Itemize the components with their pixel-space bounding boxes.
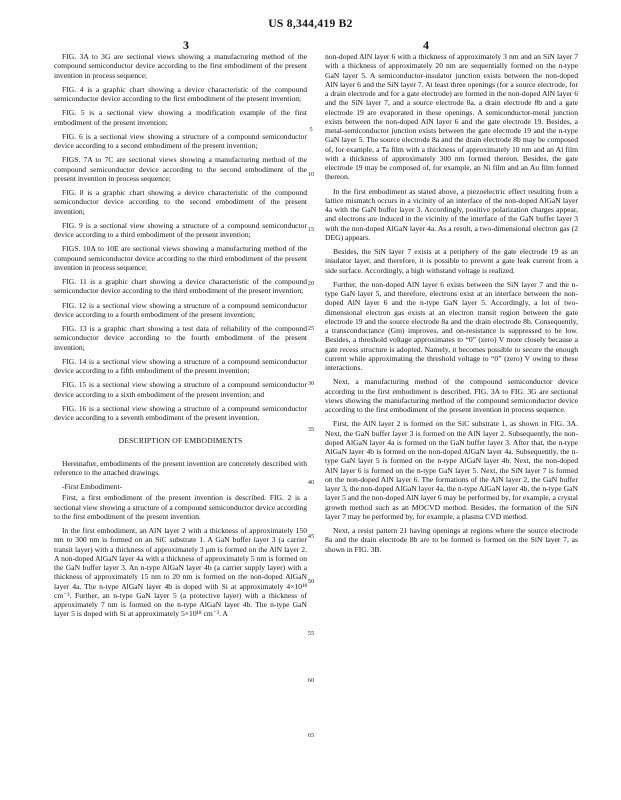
paragraph: FIG. 4 is a graphic chart showing a device characteristic of the compound semiconductor device according to the first embodiment of the present invention;	[54, 84, 307, 103]
left-column	[54, 52, 307, 624]
line-number: 20	[307, 280, 315, 287]
line-number: 15	[307, 226, 315, 233]
paragraph: FIG. 8 is a graphic chart showing a device characteristic of the compound semiconductor device according to the second embodiment of the present invention;	[54, 188, 307, 216]
line-number: 35	[307, 426, 315, 433]
paragraph: FIG. 16 is a sectional view showing a structure of a compound semiconductor device according to a seventh embodiment of the present invention.	[54, 403, 307, 422]
paragraph: FIG. 3A to 3G are sectional views showing a manufacturing method of the compound semiconductor device according to the first embodiment of the present invention in process sequence;	[54, 52, 307, 80]
paragraph: Further, the non-doped AlN layer 6 exists between the SiN layer 7 and the n-type GaN layer 5, and therefore, electrons exist at an interface between the non-doped AlN layer 6 and the n-type GaN layer 5. Accordingly, a lot of two-dimensional electron gas exists at an electron transit region between the gate electrode 19 and the source electrode 8a and the drain electrode 8b. Consequently, a transconductance (Gm) improves, and on-resistance is suppressed to be low. Besides, a threshold voltage approximates to “0” (zero) V more closely because a gate recess structure is adopted. Namely, it becomes possible to secure the enough current while approximating the threshold voltage to “0” (zero) V owing to these interactions.	[325, 279, 578, 372]
paragraph: Next, a resist pattern 21 having openings at regions where the source electrode 8a and the drain electrode 8b are to be formed is formed on the SiN layer 7, as shown in FIG. 3B.	[325, 526, 578, 554]
line-number: 55	[307, 630, 315, 637]
paragraph: FIG. 5 is a sectional view showing a modification example of the first embodiment of the present invention;	[54, 108, 307, 127]
paragraph: FIGS. 7A to 7C are sectional views showing a manufacturing method of the compound semiconductor device according to the second embodiment of the present invention in process sequence;	[54, 155, 307, 183]
paragraph: Next, a manufacturing method of the compound semiconductor device according to the first embodiment is described. FIG. 3A to FIG. 3G are sectional views showing the manufacturing method of the compound semiconductor device according to the first embodiment of the present invention in process sequence.	[325, 377, 578, 414]
paragraph: FIG. 6 is a sectional view showing a structure of a compound semiconductor device according to a second embodiment of the present invention;	[54, 131, 307, 150]
paragraph: FIG. 11 is a graphic chart showing a device characteristic of the compound semiconductor device according to the third embodiment of the present invention;	[54, 277, 307, 296]
paragraph: In the first embodiment as stated above, a piezoelectric effect resulting from a lattice mismatch occurs in a vicinity of an interface of the non-doped AlGaN layer 4a with the GaN buffer layer 3. Accordingly, positive polarization charges appear, and electrons are induced in the vicinity of the interface of the GaN buffer layer 3 with the non-doped AlGaN layer 4a. As a result, a two-dimensional electron gas (2 DEG) appears.	[325, 186, 578, 242]
paragraph: FIG. 15 is a sectional view showing a structure of a compound semiconductor device according to a sixth embodiment of the present invention; and	[54, 380, 307, 399]
line-number: 5	[309, 126, 313, 133]
paragraph: FIGS. 10A to 10E are sectional views showing a manufacturing method of the compound semiconductor device according to the third embodiment of the present invention in process sequence;	[54, 244, 307, 272]
paragraph: non-doped AlN layer 6 with a thickness of approximately 3 nm and an SiN layer 7 with a thickness of approximately 20 nm are sequentially formed on the n-type GaN layer 5. A semiconductor-insulator junction exists between the non-doped AlN layer 6 and the SiN layer 7. At least three openings (for a source electrode, for a drain electrode and for a gate electrode) are formed in the non-doped AlN layer 6 and the SiN layer 7, and a source electrode 8a, a drain electrode 8b and a gate electrode 19 are evaporated in these openings. A semiconductor-metal junction exists between the non-doped AlN layer 6 and the gate electrode 19. Besides, a metal-semiconductor junction exists between the gate electrode 19 and the n-type GaN layer 5. The source electrode 8a and the drain electrode 8b may be composed of, for example, a Ta film with a thickness of approximately 10 nm and an Al film with a thickness of approximately 300 nm formed thereon. Besides, the gate electrode 19 may be composed of, for example, an Ni film and an Au film formed thereon.	[325, 52, 578, 182]
line-number: 50	[307, 578, 315, 585]
line-number: 25	[307, 325, 315, 332]
line-number: 65	[307, 732, 315, 739]
right-column-number: 4	[423, 38, 429, 52]
line-number: 30	[307, 380, 315, 387]
paragraph: FIG. 9 is a sectional view showing a structure of a compound semiconductor device according to a third embodiment of the present invention;	[54, 220, 307, 239]
line-number: 40	[307, 479, 315, 486]
line-number: 10	[307, 171, 315, 178]
section-heading: DESCRIPTION OF EMBODIMENTS	[118, 436, 243, 446]
paragraph: First, the AlN layer 2 is formed on the SiC substrate 1, as shown in FIG. 3A. Next, the GaN buffer layer 3 is formed on the AlN layer 2. Subsequently, the non-doped AlGaN layer 4a is formed on the GaN buffer layer 3. After that, the n-type AlGaN layer 4b is formed on the non-doped AlGaN layer 4a. Subsequently, the n-type GaN layer 5 is formed on the n-type AlGaN layer 4b. Next, the non-doped AlN layer 6 is formed on the n-type GaN layer 5. Next, the SiN layer 7 is formed on the non-doped AlN layer 6. The formations of the AlN layer 2, the GaN buffer layer 3, the non-doped AlGaN layer 4a, the n-type AlGaN layer 4b, the n-type GaN layer 5 and the non-doped AlN layer 6 may be performed by, for example, a crystal growth method such as an MOCVD method. Besides, the formation of the SiN layer 7 may be performed by, for example, a plasma CVD method.	[325, 419, 578, 521]
paragraph: Besides, the SiN layer 7 exists at a periphery of the gate electrode 19 as an insulator layer, and therefore, it is possible to prevent a gate leak current from a side surface. Accordingly, a high withstand voltage is realized.	[325, 247, 578, 275]
paragraph: FIG. 12 is a sectional view showing a structure of a compound semiconductor device according to a fourth embodiment of the present invention;	[54, 300, 307, 319]
paragraph: Hereinafter, embodiments of the present invention are concretely described with reference to the attached drawings.	[54, 458, 307, 477]
paragraph: In the first embodiment, an AlN layer 2 with a thickness of approximately 150 nm to 300 nm is formed on an SiC substrate 1. A GaN buffer layer 3 (a carrier transit layer) with a thickness of approximately 3 μm is formed on the AlN layer 2. A non-doped AlGaN layer 4a with a thickness of approximately 5 nm is formed on the GaN buffer layer 3. An n-type AlGaN layer 4b (a carrier supply layer) with a thickness of approximately 15 nm to 20 nm is formed on the non-doped AlGaN layer 4a. The n-type AlGaN layer 4b is doped with Si at approximately 4×10¹⁸ cm⁻³. Further, an n-type GaN layer 5 (a protective layer) with a thickness of approximately 7 nm is formed on the n-type AlGaN layer 4b. The n-type GaN layer 5 is doped with Si at approximately 5×10¹⁸ cm⁻³. A	[54, 526, 307, 619]
patent-number: US 8,344,419 B2	[268, 18, 353, 30]
paragraph: First, a first embodiment of the present invention is described. FIG. 2 is a sectional view showing a structure of a compound semiconductor device according to the first embodiment of the present invention.	[54, 493, 307, 521]
left-column-number: 3	[183, 38, 189, 52]
line-number: 60	[307, 677, 315, 684]
subheading: -First Embodiment-	[62, 482, 123, 491]
line-number: 45	[307, 533, 315, 540]
paragraph: FIG. 13 is a graphic chart showing a test data of reliability of the compound semiconductor device according to the fourth embodiment of the present invention;	[54, 324, 307, 352]
right-column	[325, 52, 578, 559]
paragraph: FIG. 14 is a sectional view showing a structure of a compound semiconductor device according to a fifth embodiment of the present invention;	[54, 356, 307, 375]
